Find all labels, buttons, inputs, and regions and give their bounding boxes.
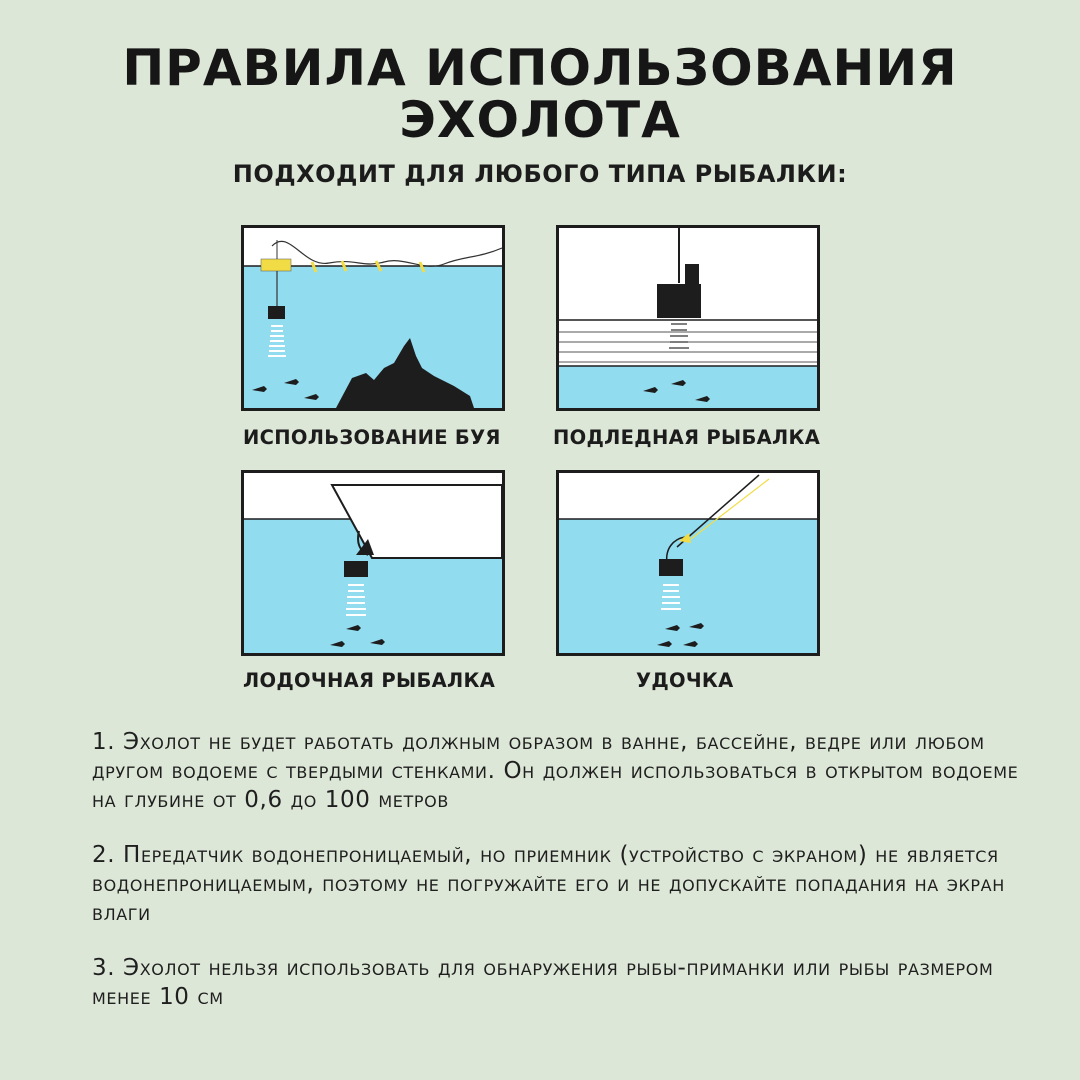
- rules-list: [92, 728, 1032, 1038]
- boat-fishing-illustration: [241, 470, 505, 656]
- rule-item: 1. Эхолот не будет работать должным образом в ванне, бассейне, ведре или любом другом водоеме с твердыми стенками. Он должен использоваться в открытом водоеме на глубине от 0,6 до 100 метров: [92, 729, 1019, 813]
- title-line-1: ПРАВИЛА ИСПОЛЬЗОВАНИЯ: [122, 39, 958, 97]
- caption-boat-fishing: ЛОДОЧНАЯ РЫБАЛКА: [243, 669, 496, 692]
- rule-item: 2. Передатчик водонепроницаемый, но приемник (устройство с экраном) не является водонепроницаемым, поэтому не погружайте его и не допускайте попадания на экран влаги: [92, 842, 1005, 926]
- rod-fishing-illustration: [556, 470, 820, 656]
- caption-rod: УДОЧКА: [636, 669, 734, 692]
- rule-item: 3. Эхолот нельзя использовать для обнаружения рыбы-приманки или рыбы размером менее 10 см: [92, 955, 994, 1010]
- subtitle: ПОДХОДИТ ДЛЯ ЛЮБОГО ТИПА РЫБАЛКИ:: [232, 160, 848, 188]
- caption-ice-fishing: ПОДЛЕДНАЯ РЫБАЛКА: [553, 426, 821, 449]
- caption-buoy: ИСПОЛЬЗОВАНИЕ БУЯ: [243, 426, 501, 449]
- buoy-illustration: [241, 225, 505, 411]
- title-line-2: ЭХОЛОТА: [399, 91, 681, 149]
- ice-fishing-illustration: [556, 225, 820, 411]
- page-title: [0, 39, 1080, 149]
